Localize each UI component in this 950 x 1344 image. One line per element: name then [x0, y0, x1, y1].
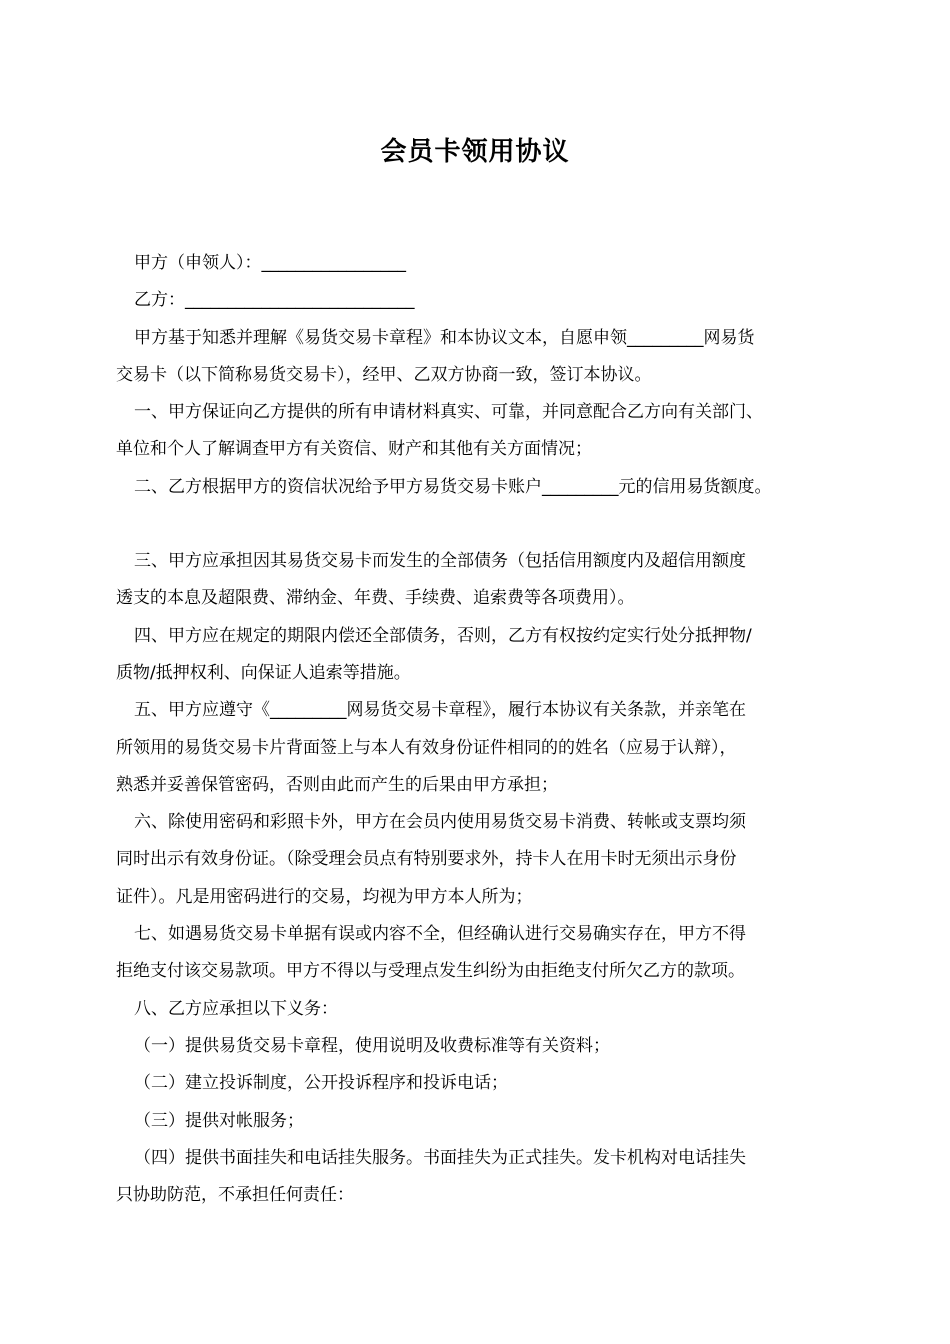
- clause-2-line-1: 二、乙方根据甲方的资信状况给予甲方易货交易卡账户_________元的信用易货额度。: [134, 476, 772, 497]
- clause-8-heading: 八、乙方应承担以下义务：: [134, 998, 338, 1019]
- clause-8-item-3: （三）提供对帐服务；: [134, 1110, 304, 1131]
- clause-3-line-1: 三、甲方应承担因其易货交易卡而发生的全部债务（包括信用额度内及超信用额度: [134, 551, 746, 572]
- clause-5-line-2: 所领用的易货交易卡片背面签上与本人有效身份证件相同的的姓名（应易于认辩），: [116, 737, 737, 758]
- clause-1-line-2: 单位和个人了解调查甲方有关资信、财产和其他有关方面情况；: [116, 439, 592, 460]
- intro-paragraph-line-2: 交易卡（以下简称易货交易卡），经甲、乙双方协商一致，签订本协议。: [116, 364, 652, 385]
- clause-1-line-1: 一、甲方保证向乙方提供的所有申请材料真实、可靠，并同意配合乙方向有关部门、: [134, 402, 763, 423]
- clause-4-line-1: 四、甲方应在规定的期限内偿还全部债务，否则，乙方有权按约定实行处分抵押物/: [134, 625, 752, 646]
- clause-6-line-3: 证件）。凡是用密码进行的交易，均视为甲方本人所为；: [116, 886, 533, 907]
- clause-6-line-2: 同时出示有效身份证。（除受理会员点有特别要求外，持卡人在用卡时无须出示身份: [116, 849, 737, 870]
- clause-8-item-1: （一）提供易货交易卡章程，使用说明及收费标准等有关资料；: [134, 1035, 610, 1056]
- clause-4-line-2: 质物/抵押权利、向保证人追索等措施。: [116, 662, 411, 683]
- clause-3-line-2: 透支的本息及超限费、滞纳金、年费、手续费、追索费等各项费用）。: [116, 588, 635, 609]
- clause-8-item-4-line-2: 只协助防范，不承担任何责任：: [116, 1185, 354, 1206]
- clause-8-item-4-line-1: （四）提供书面挂失和电话挂失服务。书面挂失为正式挂失。发卡机构对电话挂失: [134, 1147, 746, 1168]
- document-title: 会员卡领用协议: [380, 137, 570, 167]
- clause-7-line-1: 七、如遇易货交易卡单据有误或内容不全，但经确认进行交易确实存在，甲方不得: [134, 924, 746, 945]
- party-a-line: 甲方（申领人）：_________________: [134, 253, 406, 273]
- clause-8-item-2: （二）建立投诉制度，公开投诉程序和投诉电话；: [134, 1073, 508, 1094]
- clause-6-line-1: 六、除使用密码和彩照卡外，甲方在会员内使用易货交易卡消费、转帐或支票均须: [134, 812, 746, 833]
- party-b-line: 乙方：___________________________: [134, 290, 415, 311]
- clause-5-line-3: 熟悉并妥善保管密码，否则由此而产生的后果由甲方承担；: [116, 774, 558, 795]
- document-body: [116, 245, 856, 1214]
- clause-5-line-1: 五、甲方应遵守《_________网易货交易卡章程》，履行本协议有关条款，并亲笔在: [134, 700, 746, 721]
- intro-paragraph-line-1: 甲方基于知悉并理解《易货交易卡章程》和本协议文本，自愿申领_________网易货: [134, 327, 755, 348]
- clause-7-line-2: 拒绝支付该交易款项。甲方不得以与受理点发生纠纷为由拒绝支付所欠乙方的款项。: [116, 961, 745, 982]
- paragraph-gap: [116, 506, 856, 543]
